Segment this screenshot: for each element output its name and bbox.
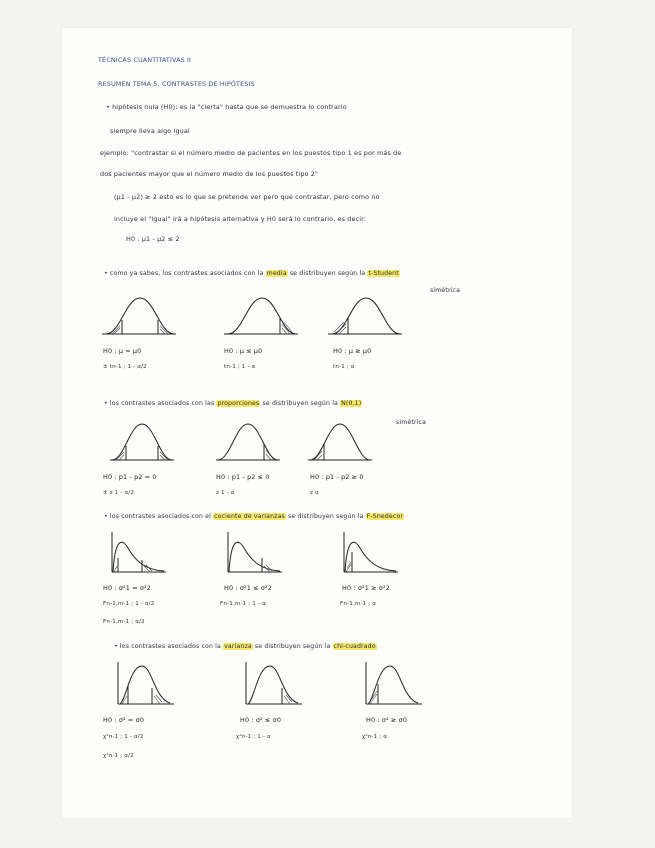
proportions-case-2-crit: z 1 - α bbox=[216, 490, 235, 496]
variance-ratio-case-3-h0: H0 : σ²1 ≥ σ²2 bbox=[342, 584, 390, 592]
proportions-highlight: proporciones bbox=[217, 400, 260, 407]
page-title: TÉCNICAS CUANTITATIVAS II bbox=[98, 56, 192, 64]
intro-line-6: incluye el "igual" irá a hipótesis alternativa y H0 será lo contrario, es decir: bbox=[114, 215, 367, 223]
proportions-right-tail-plot bbox=[214, 420, 282, 464]
variance-left-tail-plot bbox=[360, 660, 424, 708]
variance-ratio-case-1-h0: H0 : σ²1 = σ²2 bbox=[103, 584, 151, 592]
means-case-3-h0: H0 : μ ≥ μ0 bbox=[333, 347, 372, 355]
proportions-note: simétrica bbox=[396, 419, 427, 426]
proportions-case-2-h0: H0 : p1 - p2 ≤ 0 bbox=[216, 473, 270, 481]
variance-ratio-heading: • los contrastes asociados con el cociente de varianzas se distribuyen según la F-Snedecor bbox=[104, 513, 404, 520]
means-twotail-plot bbox=[100, 294, 180, 338]
means-highlight-distribution: t-Student bbox=[368, 270, 399, 277]
variance-highlight-distribution: chi-cuadrado bbox=[333, 643, 376, 650]
variance-case-3-crit: χ²n-1 ; α bbox=[362, 734, 388, 740]
proportions-heading: • los contrastes asociados con las proporciones se distribuyen según la N(0,1) bbox=[104, 400, 362, 407]
intro-line-5: (μ1 - μ2) ≥ 2 esto es lo que se pretende ver pero que contrastar, pero como no bbox=[114, 193, 380, 201]
variance-case-2-h0: H0 : σ² ≤ σ0 bbox=[240, 716, 282, 724]
means-right-tail-plot bbox=[222, 294, 302, 338]
variance-case-1-crit: χ²n-1 ; 1 - α/2 bbox=[103, 734, 144, 740]
variance-ratio-case-2-h0: H0 : σ²1 ≤ σ²2 bbox=[224, 584, 272, 592]
variance-case-3-h0: H0 : σ² ≥ σ0 bbox=[366, 716, 408, 724]
variance-ratio-case-1-crit: Fn-1,m-1 ; 1 - α/2 bbox=[103, 601, 155, 607]
proportions-case-3-crit: z α bbox=[310, 490, 319, 496]
means-highlight-media: media bbox=[266, 270, 287, 277]
variance-right-tail-plot bbox=[240, 660, 304, 708]
variance-case-2-crit: χ²n-1 ; 1 - α bbox=[236, 734, 271, 740]
means-left-tail-plot bbox=[326, 294, 406, 338]
intro-line-2: siempre lleva algo igual bbox=[110, 127, 190, 135]
means-case-3-crit: tn-1 ; α bbox=[333, 364, 355, 370]
variance-twotail-plot bbox=[112, 660, 176, 708]
means-case-2-crit: tn-1 ; 1 - α bbox=[224, 364, 256, 370]
variance-ratio-case-3-crit: Fn-1,m-1 ; α bbox=[340, 601, 377, 607]
proportions-case-1-crit: ± z 1 - α/2 bbox=[103, 490, 135, 496]
means-heading: • como ya sabes, los contrastes asociados con la media se distribuyen según la t-Student bbox=[104, 270, 399, 277]
variance-ratio-case-2-crit: Fn-1,m-1 ; 1 - α bbox=[220, 601, 266, 607]
means-case-1-h0: H0 : μ = μ0 bbox=[103, 347, 142, 355]
intro-line-3: ejemplo: "contrastar si el número medio de pacientes en los puestos tipo 1 es por más de bbox=[100, 149, 402, 157]
variance-case-1-h0: H0 : σ² = σ0 bbox=[103, 716, 145, 724]
variance-case-1-crit-2: χ²n-1 ; α/2 bbox=[103, 753, 134, 759]
means-case-1-crit: ± tn-1 ; 1 - α/2 bbox=[103, 364, 147, 370]
variance-ratio-highlight-distribution: F-Snedecor bbox=[366, 513, 404, 520]
intro-h0: H0 : μ1 - μ2 ≤ 2 bbox=[126, 235, 180, 243]
variance-ratio-right-tail-plot bbox=[222, 530, 284, 576]
variance-ratio-highlight: cociente de varianzas bbox=[214, 513, 285, 520]
intro-line-4: dos pacientes mayor que el número medio de los puestos tipo 2" bbox=[100, 170, 319, 178]
proportions-highlight-distribution: N(0,1) bbox=[341, 400, 362, 407]
proportions-twotail-plot bbox=[108, 420, 176, 464]
variance-heading: • los contrastes asociados con la varianza se distribuyen según la chi-cuadrado bbox=[114, 643, 376, 650]
means-note: simétrica bbox=[430, 287, 461, 294]
means-case-2-h0: H0 : μ ≤ μ0 bbox=[224, 347, 263, 355]
variance-highlight: varianza bbox=[224, 643, 252, 650]
page-subtitle: RESUMEN TEMA 5. CONTRASTES DE HIPÓTESIS bbox=[98, 80, 255, 88]
variance-ratio-case-1-crit-2: Fn-1,m-1 ; α/2 bbox=[103, 619, 145, 625]
proportions-case-3-h0: H0 : p1 - p2 ≥ 0 bbox=[310, 473, 364, 481]
proportions-case-1-h0: H0 : p1 - p2 = 0 bbox=[103, 473, 157, 481]
intro-line-1: • hipótesis nula (H0): es la "cierta" hasta que se demuestra lo contrario bbox=[106, 103, 347, 111]
variance-ratio-left-tail-plot bbox=[338, 530, 400, 576]
variance-ratio-twotail-plot bbox=[106, 530, 168, 576]
proportions-left-tail-plot bbox=[306, 420, 374, 464]
